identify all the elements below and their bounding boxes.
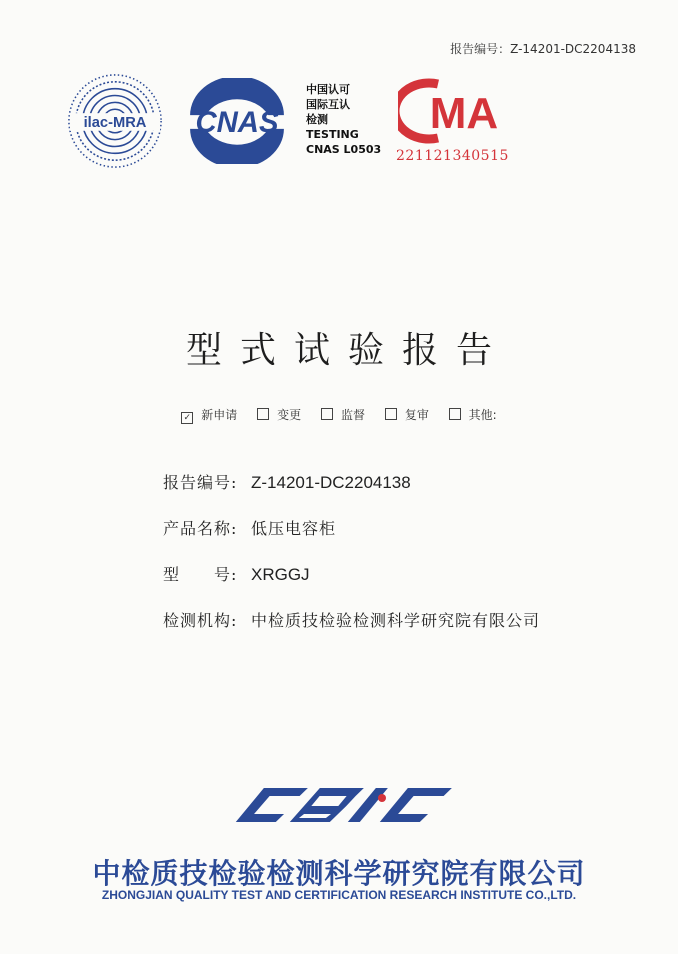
checkbox-icon bbox=[321, 408, 333, 420]
cbic-text: CBiC bbox=[226, 784, 229, 785]
checkbox-icon bbox=[257, 408, 269, 420]
page-title: 型式试验报告 bbox=[185, 330, 510, 371]
checkbox-icon bbox=[449, 408, 461, 420]
field-value: XRGGJ bbox=[251, 565, 310, 584]
option-change[interactable] bbox=[253, 408, 305, 422]
cma-text: MA bbox=[429, 89, 499, 138]
field-report-no bbox=[163, 470, 411, 493]
cnas-caption-line: CNAS L0503 bbox=[306, 143, 382, 156]
cnas-caption bbox=[306, 82, 381, 157]
organization-name-en: ZHONGJIAN QUALITY TEST AND CERTIFICATION RESEARCH INSTITUTE CO.,LTD. bbox=[101, 888, 577, 902]
option-review[interactable] bbox=[381, 408, 433, 422]
option-other[interactable] bbox=[445, 408, 501, 422]
cnas-logo bbox=[178, 78, 296, 164]
option-label: 其他: bbox=[468, 408, 497, 422]
application-type-options bbox=[0, 406, 678, 424]
field-model bbox=[163, 562, 310, 585]
cnas-text: CNAS bbox=[195, 105, 279, 139]
option-label: 新申请 bbox=[201, 408, 238, 422]
field-value: 中检质技检验检测科学研究院有限公司 bbox=[251, 611, 541, 630]
cnas-caption-line: 中国认可 bbox=[306, 83, 350, 96]
field-product-name bbox=[163, 516, 336, 539]
organization-name-cn: 中检质技检验检测科学研究院有限公司 bbox=[92, 857, 586, 890]
option-label: 变更 bbox=[277, 408, 302, 422]
cnas-caption-line: TESTING bbox=[306, 128, 359, 141]
checkbox-checked-icon: ✓ bbox=[181, 412, 193, 424]
field-label: 产品名称: bbox=[163, 519, 238, 538]
field-value: 低压电容柜 bbox=[251, 519, 337, 538]
option-supervision[interactable] bbox=[317, 408, 369, 422]
field-label: 型 号: bbox=[163, 565, 238, 584]
field-label: 报告编号: bbox=[163, 473, 238, 492]
field-institution bbox=[163, 608, 540, 631]
option-new-application[interactable] bbox=[177, 408, 241, 422]
field-label: 检测机构: bbox=[163, 611, 238, 630]
option-label: 监督 bbox=[340, 408, 365, 422]
field-value: Z-14201-DC2204138 bbox=[251, 473, 411, 492]
cnas-caption-line: 检测 bbox=[306, 113, 328, 126]
option-label: 复审 bbox=[404, 408, 429, 422]
cnas-caption-line: 国际互认 bbox=[306, 98, 350, 111]
cma-number: 221121340515 bbox=[396, 148, 509, 164]
ilac-mra-logo bbox=[66, 72, 164, 170]
ilac-text: ilac-MRA bbox=[83, 114, 147, 131]
report-number-top: 报告编号：Z-14201-DC2204138 bbox=[450, 42, 636, 56]
checkbox-icon bbox=[385, 408, 397, 420]
cbic-logo bbox=[226, 784, 454, 826]
cma-logo bbox=[398, 78, 504, 144]
